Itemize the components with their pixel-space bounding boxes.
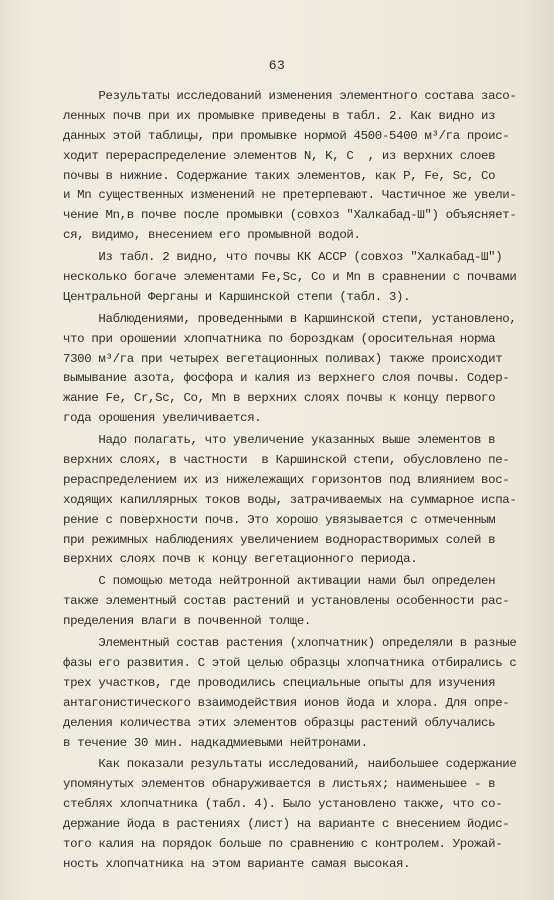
text-line: вымывание азота, фосфора и калия из верхнего слоя почвы. Содер- [63, 371, 510, 386]
text-line: ся, видимо, внесением его промывной водой. [63, 228, 361, 243]
paragraph [63, 87, 523, 246]
paragraph [63, 248, 523, 308]
text-line: также элементный состав растений и установлены особенности рас- [63, 594, 510, 609]
text-line: Элементный состав растения (хлопчатник) определяли в разные [63, 636, 517, 651]
text-line: ность хлопчатника на этом варианте самая высокая. [63, 856, 411, 871]
text-line: ходящих капиллярных токов воды, затрачиваемых на суммарное испа- [63, 492, 517, 507]
text-line: упомянутых элементов обнаруживается в листьях; наименьшее - в [63, 777, 496, 792]
paragraph [63, 572, 523, 632]
text-line: рение с поверхности почв. Это хорошо увязывается с отмеченным [63, 512, 496, 527]
text-line: трех участков, где проводились специальные опыты для изучения [63, 675, 496, 690]
text-line: верхних слоях почв к концу вегетационного периода. [63, 552, 418, 567]
text-line: держание йода в растениях (лист) на варианте с внесением йодис- [63, 817, 510, 832]
text-line: Результаты исследований изменения элементного состава засо- [63, 89, 517, 103]
text-line: Из табл. 2 видно, что почвы КК АССР (совхоз "Халкабад-Ш") [63, 250, 503, 265]
text-line: Как показали результаты исследований, наибольшее содержание [63, 757, 517, 772]
text-line: того калия на порядок больше по сравнению с контролем. Урожай- [63, 836, 503, 851]
text-line: Надо полагать, что увеличение указанных выше элементов в [63, 433, 496, 448]
body-text [63, 87, 523, 877]
text-line: почвы в нижние. Содержание таких элементов, как P, Fe, Sc, Co [63, 168, 496, 183]
paragraph [63, 310, 523, 429]
text-line: ходит перераспределение элементов N, K, C , из верхних слоев [63, 148, 496, 163]
text-line: фазы его развития. С этой целью образцы хлопчатника отбирались с [63, 655, 517, 670]
text-line: в течение 30 мин. надкадмиевыми нейтронами. [63, 735, 368, 750]
text-line: 7300 м³/га при четырех вегетационных поливах) также происходит [63, 351, 503, 366]
text-line: деления количества этих элементов образцы растений облучались [63, 715, 496, 730]
text-line: ленных почв при их промывке приведены в табл. 2. Как видно из [63, 108, 496, 123]
text-line: антагонистического взаимодействия ионов йода и хлора. Для опре- [63, 695, 510, 710]
text-line: при режимных наблюдениях увеличением воднорастворимых солей в [63, 532, 496, 547]
text-line: жание Fe, Cr,Sc, Co, Mn в верхних слоях почвы к концу первого [63, 391, 496, 406]
paragraph [63, 431, 523, 570]
text-line: что при орошении хлопчатника по бороздкам (оросительная норма [63, 331, 496, 346]
text-line: и Mn существенных изменений не претерпевают. Частичное же увели- [63, 188, 517, 203]
text-line: пределения влаги в почвенной толще. [63, 614, 311, 629]
text-line: данных этой таблицы, при промывке нормой 4500-5400 м³/га проис- [63, 128, 510, 143]
text-line: несколько богаче элементами Fe,Sc, Co и Mn в сравнении с почвами [63, 270, 517, 285]
text-line: верхних слоях, в частности в Каршинской степи, обусловлено пе- [63, 453, 510, 468]
text-line: года орошения увеличивается. [63, 411, 262, 426]
text-line: чение Mn,в почве после промывки (совхоз "Халкабад-Ш") объясняет- [63, 208, 517, 223]
text-line: С помощью метода нейтронной активации нами был определен [63, 574, 496, 589]
page-number: 63 [268, 58, 286, 73]
text-line: Наблюдениями, проведенными в Каршинской степи, установлено, [63, 311, 517, 326]
text-line: Центральной Ферганы и Каршинской степи (табл. 3). [63, 289, 411, 304]
paragraph [63, 634, 523, 753]
text-line: рераспределением их из нижележащих горизонтов под влиянием вос- [63, 472, 510, 487]
text-line: стеблях хлопчатника (табл. 4). Было установлено также, что со- [63, 797, 503, 812]
paragraph [63, 755, 523, 874]
